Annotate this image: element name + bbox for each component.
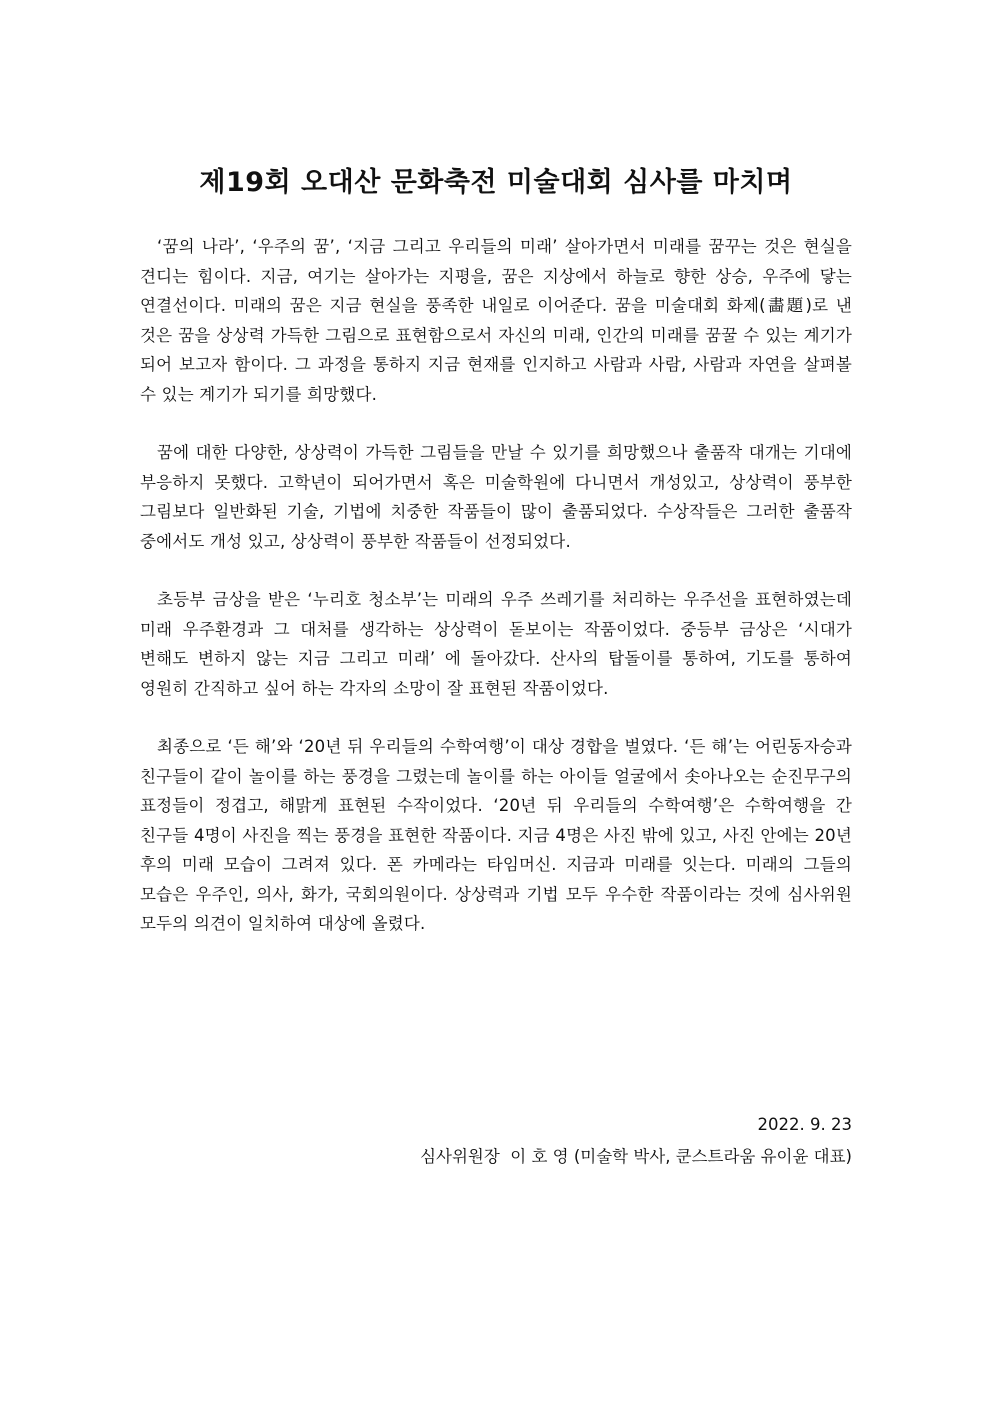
- document-date: 2022. 9. 23: [757, 1115, 852, 1134]
- paragraph-grand-prize: 최종으로 ‘든 해’와 ‘20년 뒤 우리들의 수학여행’이 대상 경합을 벌였다. ‘든 해’는 어린동자승과 친구들이 같이 놀이를 하는 풍경을 그렸는데 놀이를 하는 아이들 얼굴에서 솟아나오는 순진무구의 표정들이 정겹고, 해맑게 표현된 수작이었다. ‘20년 뒤 우리들의 수학여행’은 수학여행을 간 친구들 4명이 사진을 찍는 풍경을 표현한 작품이다. 지금 4명은 사진 밖에 있고, 사진 안에는 20년 후의 미래 모습이 그려져 있다. 폰 카메라는 타임머신. 지금과 미래를 잇는다. 미래의 그들의 모습은 우주인, 의사, 화가, 국회의원이다. 상상력과 기법 모두 우수한 작품이라는 것에 심사위원 모두의 의견이 일치하여 대상에 올렸다.: [140, 737, 852, 933]
- judge-signature: 심사위원장 이 호 영 (미술학 박사, 쿤스트라움 유이윤 대표): [420, 1147, 852, 1166]
- document-body: [140, 232, 852, 939]
- paragraph-intro: ‘꿈의 나라’, ‘우주의 꿈’, ‘지금 그리고 우리들의 미래’ 살아가면서 미래를 꿈꾸는 것은 현실을 견디는 힘이다. 지금, 여기는 살아가는 지평을, 꿈은 지상에서 하늘로 향한 상승, 우주에 닿는 연결선이다. 미래의 꿈은 지금 현실을 풍족한 내일로 이어준다. 꿈을 미술대회 화제(畵題)로 낸 것은 꿈을 상상력 가득한 그림으로 표현함으로서 자신의 미래, 인간의 미래를 꿈꿀 수 있는 계기가 되어 보고자 함이다. 그 과정을 통하지 지금 현재를 인지하고 사람과 사람, 사람과 자연을 살펴볼 수 있는 계기가 되기를 희망했다.: [140, 237, 852, 404]
- paragraph-gold-awards: 초등부 금상을 받은 ‘누리호 청소부’는 미래의 우주 쓰레기를 처리하는 우주선을 표현하였는데 미래 우주환경과 그 대처를 생각하는 상상력이 돋보이는 작품이었다. 중등부 금상은 ‘시대가 변해도 변하지 않는 지금 그리고 미래’ 에 돌아갔다. 산사의 탑돌이를 통하여, 기도를 통하여 영원히 간직하고 싶어 하는 각자의 소망이 잘 표현된 작품이었다.: [140, 590, 852, 698]
- paragraph-submissions: 꿈에 대한 다양한, 상상력이 가득한 그림들을 만날 수 있기를 희망했으나 출품작 대개는 기대에 부응하지 못했다. 고학년이 되어가면서 혹은 미술학원에 다니면서 개성있고, 상상력이 풍부한 그림보다 일반화된 기술, 기법에 치중한 작품들이 많이 출품되었다. 수상작들은 그러한 출품작 중에서도 개성 있고, 상상력이 풍부한 작품들이 선정되었다.: [140, 443, 852, 551]
- document-title: 제19회 오대산 문화축전 미술대회 심사를 마치며: [199, 167, 793, 198]
